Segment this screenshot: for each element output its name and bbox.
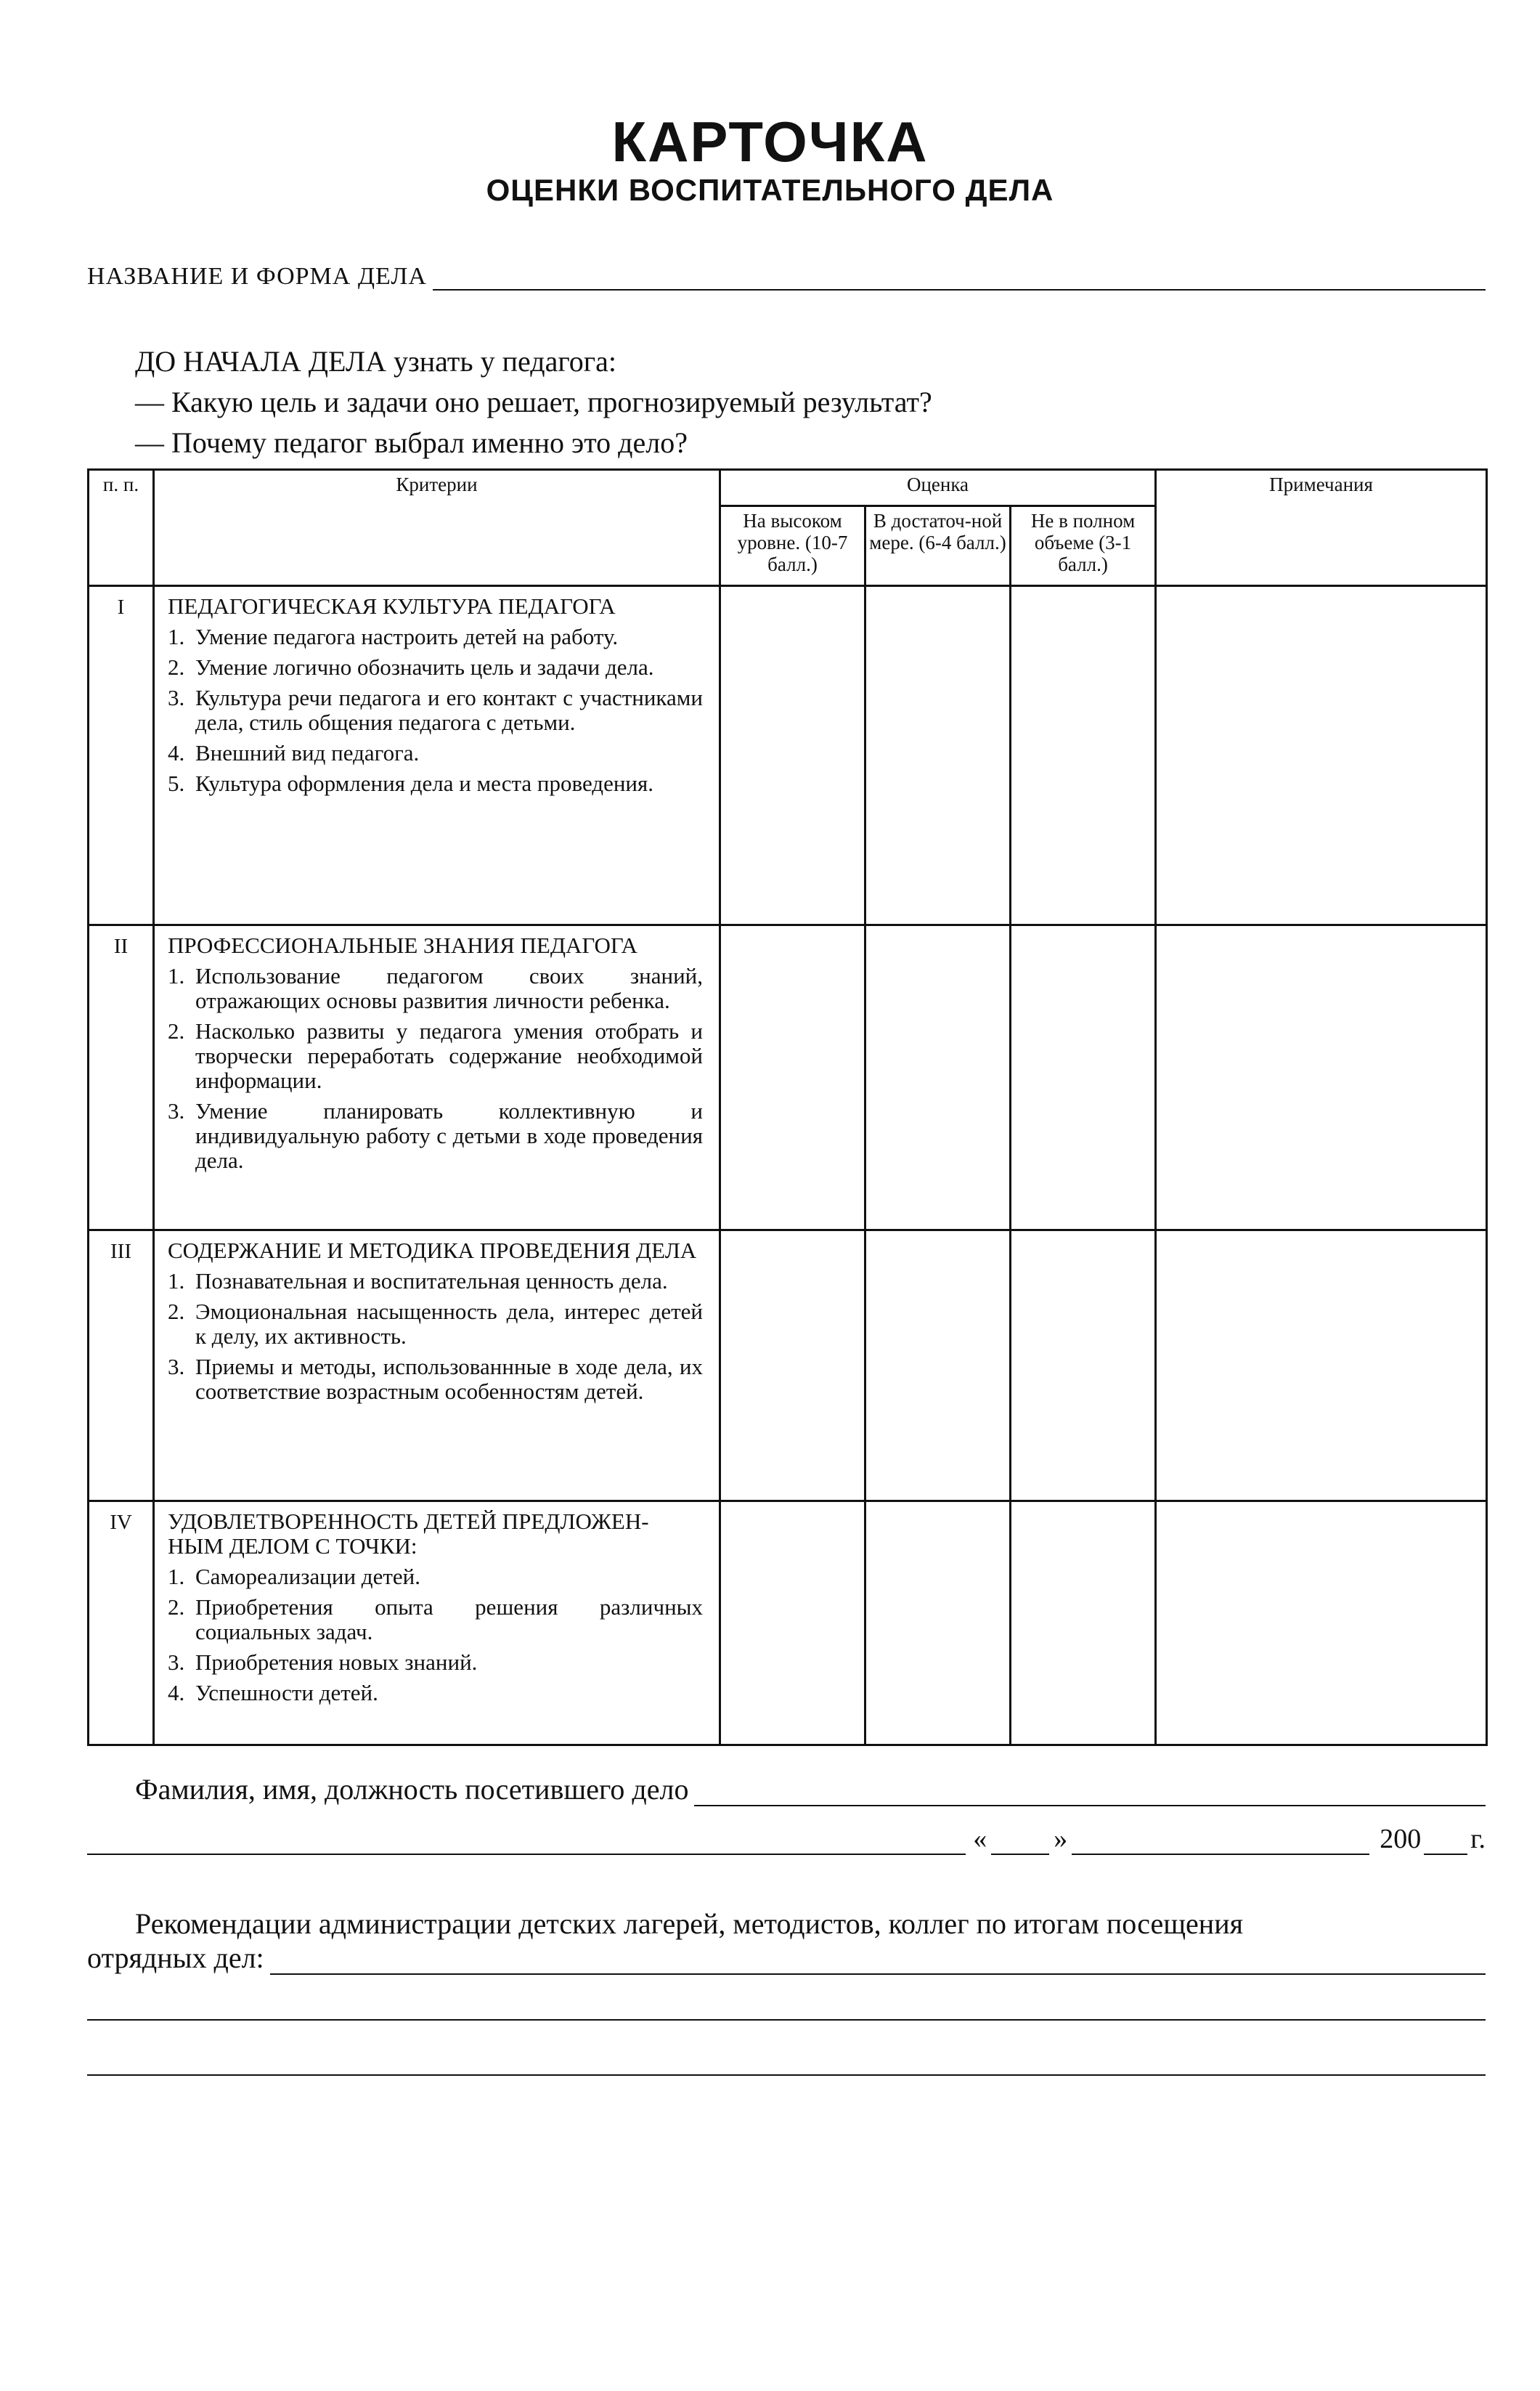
criteria-list	[168, 964, 703, 1173]
rating-mid-cell[interactable]	[865, 1501, 1011, 1745]
criterion-number: 3.	[168, 1098, 185, 1124]
rating-mid-cell[interactable]	[865, 925, 1011, 1230]
criterion-text: Культура речи педагога и его контакт с участниками дела, стиль общения педагога с детьми.	[195, 685, 703, 735]
criterion-number: 4.	[168, 740, 185, 766]
criterion-item	[168, 1595, 703, 1644]
section-title: УДОВЛЕТВОРЕННОСТЬ ДЕТЕЙ ПРЕДЛОЖЕН-НЫМ ДЕЛОМ С ТОЧКИ:	[168, 1509, 649, 1559]
criterion-text: Внешний вид педагога.	[195, 740, 420, 766]
visitor-label: Фамилия, имя, должность посетившего дело	[135, 1773, 689, 1806]
section-criteria	[154, 925, 720, 1230]
section-title: ПРОФЕССИОНАЛЬНЫЕ ЗНАНИЯ ПЕДАГОГА	[168, 933, 637, 958]
header-rating-mid: В достаточ-ной мере. (6-4 балл.)	[865, 506, 1011, 586]
section-number: IV	[89, 1501, 154, 1745]
criterion-item	[168, 625, 703, 649]
criterion-number: 2.	[168, 1018, 185, 1044]
section-criteria	[154, 1230, 720, 1501]
criterion-text: Приемы и методы, использованнные в ходе дела, их соответствие возрастным особенностям детей.	[195, 1354, 703, 1404]
recommendations-line-1: Рекомендации администрации детских лагерей, методистов, коллег по итогам посещения	[135, 1907, 1243, 1940]
criterion-item	[168, 1681, 703, 1705]
criterion-number: 1.	[168, 624, 185, 649]
rating-low-cell[interactable]	[1011, 1230, 1156, 1501]
criterion-item	[168, 1355, 703, 1404]
visitor-field[interactable]	[135, 1772, 1486, 1806]
date-year-suffix: г.	[1470, 1824, 1486, 1854]
criterion-item	[168, 655, 703, 680]
date-quote-open: «	[973, 1824, 987, 1854]
recommendations-blank-3[interactable]	[87, 2074, 1486, 2076]
section-number: III	[89, 1230, 154, 1501]
criterion-text: Использование педагогом своих знаний, отражающих основы развития личности ребенка.	[195, 963, 703, 1013]
page-subtitle: ОЦЕНКИ ВОСПИТАТЕЛЬНОГО ДЕЛА	[486, 173, 1054, 207]
recommendations-blank-2[interactable]	[87, 2019, 1486, 2021]
rating-mid-cell[interactable]	[865, 586, 1011, 925]
date-month-blank[interactable]	[1072, 1832, 1369, 1855]
date-blank-left[interactable]	[87, 1832, 966, 1855]
date-year-blank[interactable]	[1424, 1832, 1467, 1855]
criterion-item	[168, 1019, 703, 1093]
criterion-number: 1.	[168, 963, 185, 989]
section-title: ПЕДАГОГИЧЕСКАЯ КУЛЬТУРА ПЕДАГОГА	[168, 593, 616, 619]
criterion-text: Приобретения опыта решения различных социальных задач.	[195, 1594, 703, 1644]
criterion-text: Приобретения новых знаний.	[195, 1649, 478, 1675]
criteria-list	[168, 625, 703, 796]
notes-cell[interactable]	[1156, 586, 1487, 925]
criterion-text: Умение педагога настроить детей на работу.	[195, 624, 619, 649]
rating-low-cell[interactable]	[1011, 1501, 1156, 1745]
criteria-section-row	[89, 586, 1487, 925]
criterion-item	[168, 1650, 703, 1675]
recommendations-blank-1[interactable]	[270, 1952, 1486, 1975]
criteria-section-row	[89, 1230, 1487, 1501]
criterion-number: 1.	[168, 1564, 185, 1589]
rating-low-cell[interactable]	[1011, 586, 1156, 925]
rating-high-cell[interactable]	[720, 1501, 865, 1745]
criteria-section-row	[89, 1501, 1487, 1745]
criterion-number: 3.	[168, 1649, 185, 1675]
criterion-item	[168, 964, 703, 1013]
criterion-text: Познавательная и воспитательная ценность дела.	[195, 1268, 668, 1294]
activity-name-blank[interactable]	[433, 267, 1486, 291]
criterion-number: 3.	[168, 1354, 185, 1379]
criterion-number: 2.	[168, 1594, 185, 1620]
criterion-text: Умение логично обозначить цель и задачи дела.	[195, 654, 654, 680]
criterion-text: Самореализации детей.	[195, 1564, 420, 1589]
criterion-item	[168, 741, 703, 766]
criterion-text: Насколько развиты у педагога умения отобрать и творчески переработать содержание необходимой информации.	[195, 1018, 703, 1093]
rating-high-cell[interactable]	[720, 1230, 865, 1501]
date-day-blank[interactable]	[991, 1832, 1049, 1855]
section-title: СОДЕРЖАНИЕ И МЕТОДИКА ПРОВЕДЕНИЯ ДЕЛА	[168, 1238, 697, 1263]
criterion-text: Умение планировать коллективную и индивидуальную работу с детьми в ходе проведения дела.	[195, 1098, 703, 1173]
criterion-text: Успешности детей.	[195, 1680, 378, 1705]
section-number: II	[89, 925, 154, 1230]
notes-cell[interactable]	[1156, 925, 1487, 1230]
header-rating-low: Не в полном объеме (3-1 балл.)	[1011, 506, 1156, 586]
criterion-text: Эмоциональная насыщенность дела, интерес детей к делу, их активность.	[195, 1299, 703, 1349]
intro-line-2: — Какую цель и задачи оно решает, прогнозируемый результат?	[135, 386, 932, 418]
header-notes: Примечания	[1156, 470, 1487, 586]
evaluation-table	[87, 468, 1488, 1746]
header-rating-high: На высоком уровне. (10-7 балл.)	[720, 506, 865, 586]
criteria-list	[168, 1564, 703, 1705]
section-criteria	[154, 1501, 720, 1745]
criterion-item	[168, 686, 703, 735]
header-number: п. п.	[89, 470, 154, 586]
criterion-number: 4.	[168, 1680, 185, 1705]
criterion-item	[168, 1269, 703, 1294]
criterion-item	[168, 1099, 703, 1173]
date-year-prefix: 200	[1380, 1824, 1422, 1854]
rating-high-cell[interactable]	[720, 925, 865, 1230]
criterion-text: Культура оформления дела и места проведения.	[195, 771, 654, 796]
rating-high-cell[interactable]	[720, 586, 865, 925]
header-rating: Оценка	[720, 470, 1156, 506]
criterion-number: 3.	[168, 685, 185, 710]
criteria-list	[168, 1269, 703, 1404]
intro-line-3: — Почему педагог выбрал именно это дело?	[135, 426, 688, 459]
visitor-blank[interactable]	[694, 1783, 1486, 1806]
criterion-number: 2.	[168, 654, 185, 680]
criterion-item	[168, 1564, 703, 1589]
recommendations-field[interactable]	[87, 1941, 1486, 1975]
criterion-number: 5.	[168, 771, 185, 796]
rating-mid-cell[interactable]	[865, 1230, 1011, 1501]
date-line[interactable]	[87, 1823, 1486, 1855]
section-number: I	[89, 586, 154, 925]
criterion-item	[168, 771, 703, 796]
intro-line-1: ДО НАЧАЛА ДЕЛА узнать у педагога:	[135, 345, 617, 378]
header-criteria: Критерии	[154, 470, 720, 586]
recommendations-line-2: отрядных дел:	[87, 1941, 264, 1974]
notes-cell[interactable]	[1156, 1501, 1487, 1745]
intro-instructions	[135, 341, 932, 463]
criterion-number: 1.	[168, 1268, 185, 1294]
activity-name-field[interactable]	[87, 263, 1486, 291]
page-title: КАРТОЧКА	[611, 110, 929, 174]
criterion-number: 2.	[168, 1299, 185, 1324]
notes-cell[interactable]	[1156, 1230, 1487, 1501]
criteria-section-row	[89, 925, 1487, 1230]
activity-name-label: НАЗВАНИЕ И ФОРМА ДЕЛА	[87, 263, 427, 290]
section-criteria	[154, 586, 720, 925]
criterion-item	[168, 1299, 703, 1349]
date-quote-close: »	[1054, 1824, 1068, 1854]
rating-low-cell[interactable]	[1011, 925, 1156, 1230]
